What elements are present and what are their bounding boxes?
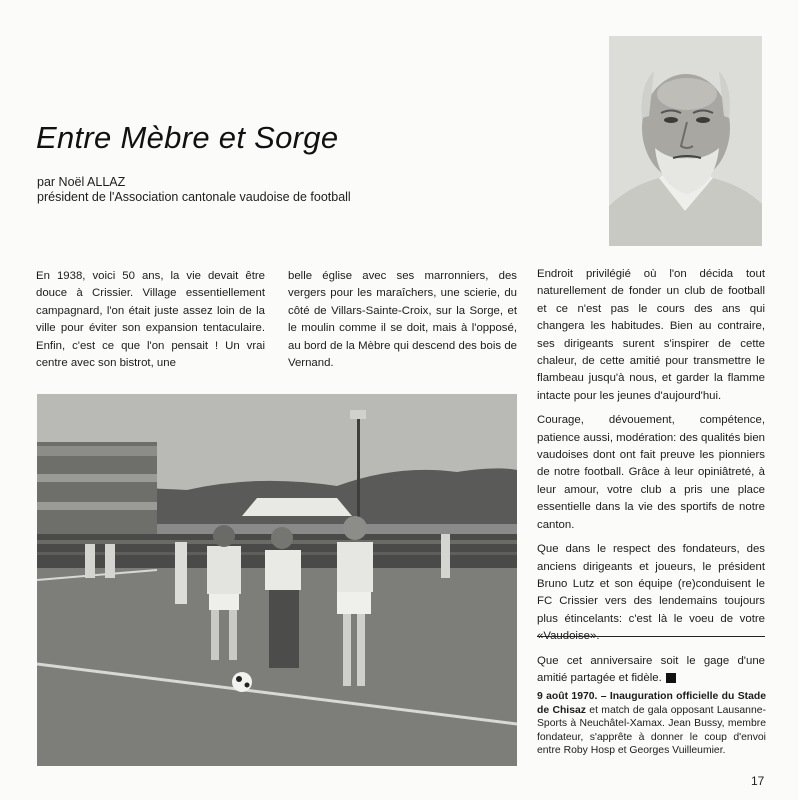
page-number: 17 [751, 774, 765, 788]
closing-text: Que cet anniversaire soit le gage d'une amitié partagée et fidèle. [537, 654, 765, 684]
football-match-photo [37, 394, 517, 766]
portrait-photo-icon [609, 36, 762, 246]
text-column-2 [288, 268, 517, 379]
paragraph: belle église avec ses marronniers, des vergers pour les maraîchers, une scierie, du côté de Villars-Sainte-Croix, sur la Sorge, et le moulin comme il se doit, mais à l'opposé, au bord de la Mèbre qui descend des bois de Vernand. [288, 270, 517, 370]
divider [537, 636, 765, 637]
byline [37, 175, 351, 205]
paragraph: En 1938, voici 50 ans, la vie devait être douce à Crissier. Village essentiellement campagnard, l'on était juste assez loin de la ville pour éviter son expansion tentaculaire. Enfin, c'est ce que l'on pensait ! Un vrai centre avec son bistrot, une [36, 270, 265, 370]
photo-caption [537, 690, 766, 758]
closing-paragraph [537, 653, 765, 688]
paragraph: Courage, dévouement, compétence, patience aussi, modération: des qualités bien vaudoises dont ont fait preuve les pionniers de notre football. Grâce à leur opiniâtreté, à leur amour, votre club a pris une place essentielle dans la vie des sportifs de notre canton. [537, 414, 765, 531]
end-mark-icon [666, 673, 676, 683]
byline-role: président de l'Association cantonale vaudoise de football [37, 190, 351, 204]
caption-heading: 9 août 1970. – Inauguration officielle du Stade de Chisaz [537, 691, 766, 716]
author-portrait [609, 36, 762, 246]
text-column-1 [36, 268, 265, 379]
paragraph: Endroit privilégié où l'on décida tout naturellement de fonder un club de football et ce n'est pas le cours des ans qui changera les habitudes. Bien au contraire, ses dirigeants surent s'inspirer de cette chaleur, de cette amitié pour transmettre le flambeau jusqu'à nous, et garder la flamme intacte pour les jeunes d'aujourd'hui. [537, 268, 765, 402]
text-column-3 [537, 266, 765, 694]
byline-author: par Noël ALLAZ [37, 175, 126, 189]
photo-stadium-icon [37, 394, 517, 766]
article-title: Entre Mèbre et Sorge [36, 120, 339, 155]
paragraph: Que dans le respect des fondateurs, des anciens dirigeants et joueurs, le président Bruno Lutz et son équipe (re)conduisent le FC Crissier vers des lendemains toujours plus étincelants: c'est là le voeu de votre «Vaudoise». [537, 543, 765, 643]
caption-text: et match de gala opposant Lausanne-Sports à Neuchâtel-Xamax. Jean Bussy, membre fondateur, s'apprête à donner le coup d'envoi entre Roby Hosp et Georges Vuilleumier. [537, 704, 766, 757]
